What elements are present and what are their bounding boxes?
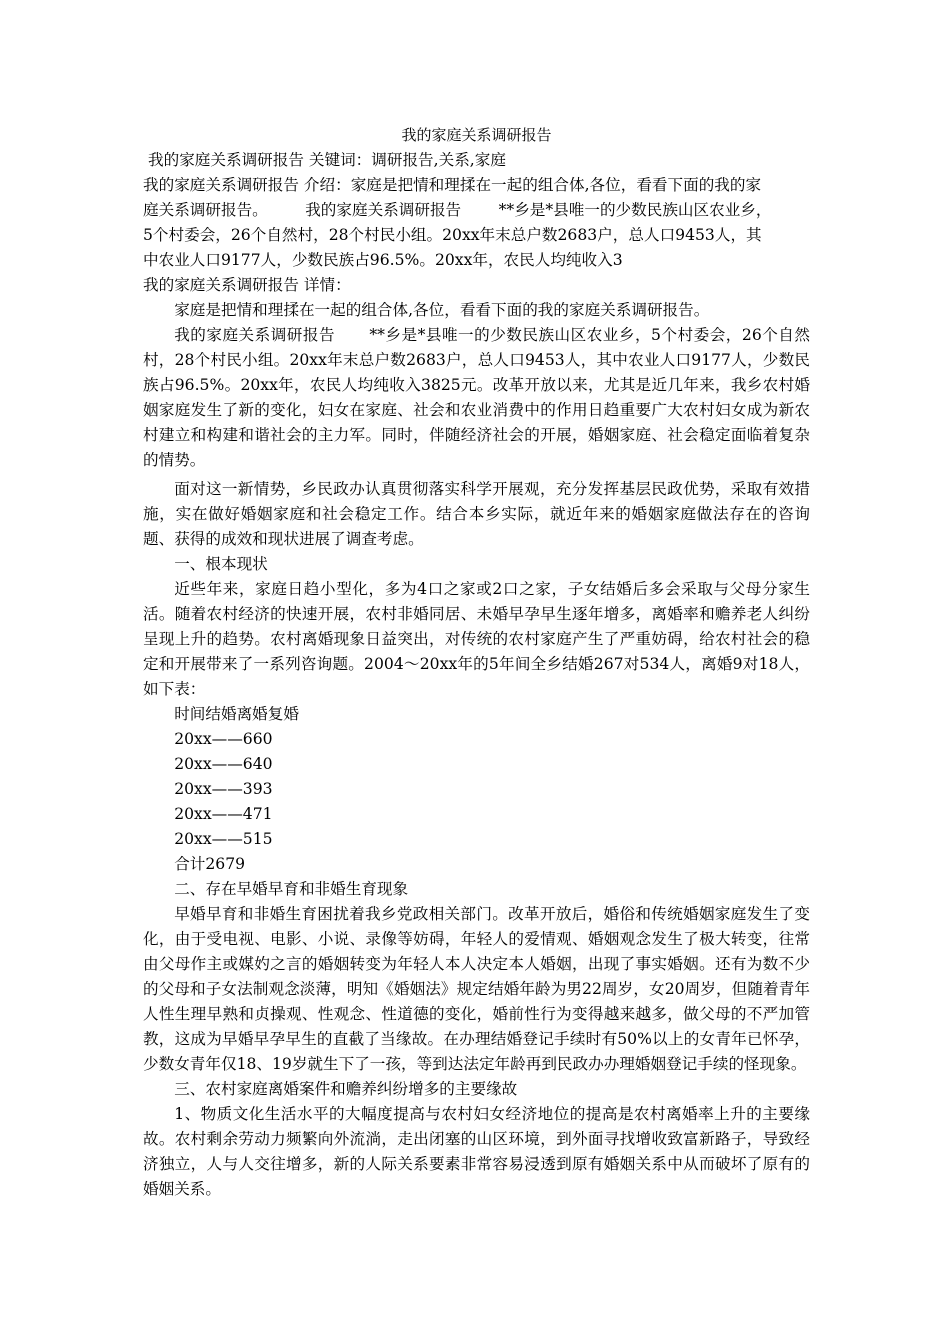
intro-line-2 xyxy=(143,198,810,223)
intro-text-b: 庭关系调研报告。 xyxy=(143,201,268,219)
paragraph-2 xyxy=(143,323,810,473)
table-row: 20xx——471 xyxy=(174,805,273,823)
keywords-line: 我的家庭关系调研报告 关键词：调研报告,关系,家庭 xyxy=(148,151,506,169)
paragraph-2-body: **乡是*县唯一的少数民族山区农业乡，5个村委会，26个自然村，28个村民小组。20xx年末总户数2683户，总人口9453人，其中农业人口9177人，少数民族占96.5%。20xx年，农民人均纯收入3825元。改革开放以来，尤其是近几年来，我乡农村婚姻家庭发生了新的变化，妇女在家庭、社会和农业消费中的作用日趋重要广大农村妇女成为新农村建立和构建和谐社会的主力军。同时，伴随经济社会的开展，婚姻家庭、社会稳定面临着复杂的情势。 xyxy=(143,326,810,469)
intro-label: 我的家庭关系调研报告 介绍： xyxy=(143,176,351,194)
intro-text-a: 家庭是把情和理揉在一起的组合体,各位，看看下面的我的家 xyxy=(350,176,762,194)
details-label: 我的家庭关系调研报告 详情： xyxy=(143,276,351,294)
paragraph-1: 家庭是把情和理揉在一起的组合体,各位，看看下面的我的家庭关系调研报告。 xyxy=(174,301,710,319)
section-heading-1: 一、根本现状 xyxy=(174,555,268,573)
paragraph-2-head: 我的家庭关系调研报告 xyxy=(174,326,336,344)
section-heading-3: 三、农村家庭离婚案件和赡养纠纷增多的主要缘故 xyxy=(174,1080,518,1098)
table-row: 20xx——393 xyxy=(174,780,273,798)
table-total: 合计2679 xyxy=(174,855,246,873)
table-row: 20xx——515 xyxy=(174,830,273,848)
paragraph-5: 早婚早育和非婚生育困扰着我乡党政相关部门。改革开放后，婚俗和传统婚姻家庭发生了变化，由于受电视、电影、小说、录像等妨碍，年轻人的爱情观、婚姻观念发生了极大转变，往常由父母作主或媒妁之言的婚姻转变为年轻人本人决定本人婚姻，出现了事实婚姻。还有为数不少的父母和子女法制观念淡薄，明知《婚姻法》规定结婚年龄为男22周岁，女20周岁，但随着青年人性生理早熟和贞操观、性观念、性道德的变化，婚前性行为变得越来越多，做父母的不严加管教，这成为早婚早孕早生的直截了当缘故。在办理结婚登记手续时有50%以上的女青年已怀孕，少数女青年仅18、19岁就生下了一孩，等到达法定年龄再到民政办办理婚姻登记手续的怪现象。 xyxy=(143,905,810,1073)
intro-text-b3: **乡是*县唯一的少数民族山区农业乡， xyxy=(498,201,772,219)
paragraph-6: 1、物质文化生活水平的大幅度提高与农村妇女经济地位的提高是农村离婚率上升的主要缘故。农村剩余劳动力频繁向外流淌，走出闭塞的山区环境，到外面寻找增收致富新路子，导致经济独立，人与人交往增多，新的人际关系要素非常容易浸透到原有婚姻关系中从而破坏了原有的婚姻关系。 xyxy=(143,1105,810,1198)
document-title: 我的家庭关系调研报告 xyxy=(401,126,552,144)
table-row: 20xx——660 xyxy=(174,730,273,748)
paragraph-3: 面对这一新情势，乡民政办认真贯彻落实科学开展观，充分发挥基层民政优势，采取有效措施，实在做好婚姻家庭和社会稳定工作。结合本乡实际，就近年来的婚姻家庭做法存在的咨询题、获得的成效和现状进展了调查考虑。 xyxy=(143,480,810,548)
document-page xyxy=(143,123,810,1202)
intro-line-3: 5个村委会，26个自然村，28个村民小组。20xx年末总户数2683户，总人口9453人，其 xyxy=(143,226,762,244)
intro-line-1 xyxy=(143,173,810,198)
paragraph-4: 近些年来，家庭日趋小型化，多为4口之家或2口之家，子女结婚后多会采取与父母分家生活。随着农村经济的快速开展，农村非婚同居、未婚早孕早生逐年增多，离婚率和赡养老人纠纷呈现上升的趋势。农村离婚现象日益突出，对传统的农村家庭产生了严重妨碍，给农村社会的稳定和开展带来了一系列咨询题。2004～20xx年的5年间全乡结婚267对534人，离婚9对18人，如下表： xyxy=(143,580,810,698)
intro-line-4: 中农业人口9177人，少数民族占96.5%。20xx年，农民人均纯收入3 xyxy=(143,251,623,269)
intro-text-b2: 我的家庭关系调研报告 xyxy=(305,201,462,219)
table-row: 20xx——640 xyxy=(174,755,273,773)
section-heading-2: 二、存在早婚早育和非婚生育现象 xyxy=(174,880,409,898)
table-header: 时间结婚离婚复婚 xyxy=(174,705,299,723)
